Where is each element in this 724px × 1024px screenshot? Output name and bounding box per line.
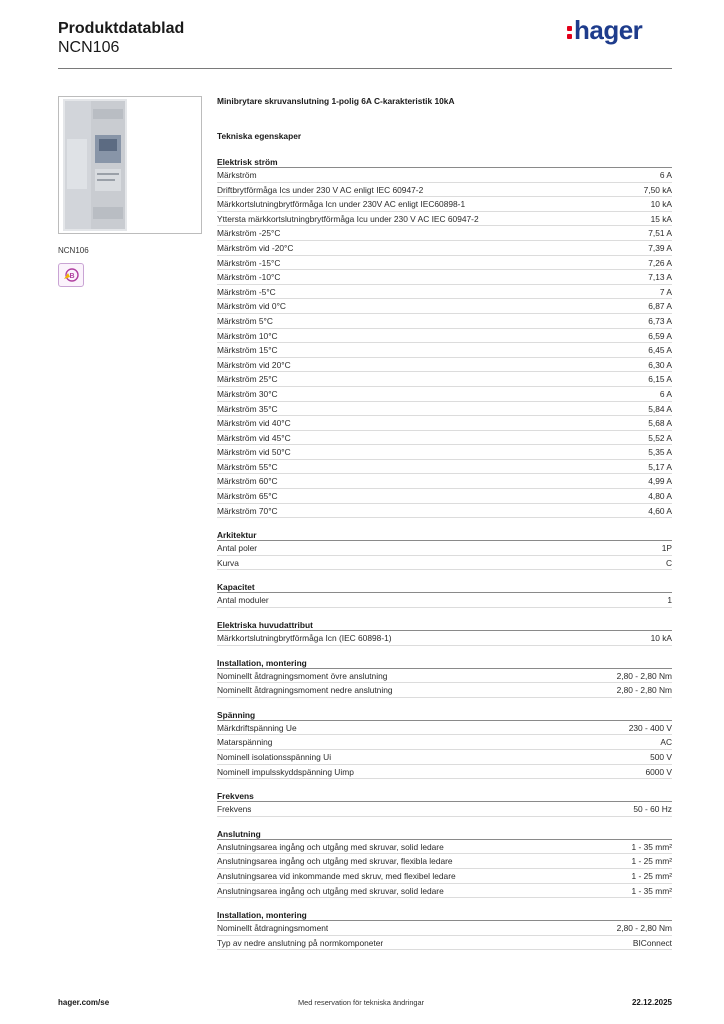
- spec-row: [217, 431, 672, 446]
- spec-row: [217, 750, 672, 765]
- spec-value: 6,30 A: [648, 359, 672, 370]
- spec-row: [217, 669, 672, 684]
- spec-value: 5,84 A: [648, 403, 672, 414]
- spec-row: [217, 241, 672, 256]
- spec-label: Matarspänning: [217, 737, 273, 748]
- spec-row: [217, 541, 672, 556]
- spec-row: [217, 884, 672, 899]
- spec-value: 2,80 - 2,80 Nm: [616, 685, 672, 696]
- spec-value: 7,50 kA: [643, 184, 672, 195]
- spec-value: 1 - 25 mm²: [631, 856, 672, 867]
- spec-row: [217, 270, 672, 285]
- spec-value: 5,52 A: [648, 432, 672, 443]
- product-specs: [217, 96, 672, 961]
- spec-row: [217, 854, 672, 869]
- spec-value: 4,99 A: [648, 476, 672, 487]
- spec-label: Anslutningsarea vid inkommande med skruv, med flexibel ledare: [217, 870, 456, 881]
- section-heading: Elektrisk ström: [217, 156, 672, 168]
- section-heading: Anslutning: [217, 828, 672, 840]
- spec-row: [217, 329, 672, 344]
- spec-row: [217, 765, 672, 780]
- spec-value: 2,80 - 2,80 Nm: [616, 923, 672, 934]
- spec-section: [217, 790, 672, 817]
- footer-date: 22.12.2025: [631, 998, 672, 1007]
- spec-value: BIConnect: [632, 937, 672, 948]
- spec-label: Märkström vid 45°C: [217, 432, 291, 443]
- spec-value: 5,17 A: [648, 461, 672, 472]
- spec-value: 5,35 A: [648, 447, 672, 458]
- logo-wordmark: hager: [574, 15, 643, 45]
- hager-logo: [567, 15, 657, 45]
- spec-row: [217, 212, 672, 227]
- spec-label: Driftbrytförmåga Ics under 230 V AC enligt IEC 60947-2: [217, 184, 424, 195]
- spec-label: Märkström vid -20°C: [217, 242, 294, 253]
- spec-row: [217, 683, 672, 698]
- spec-label: Märkdriftspänning Ue: [217, 722, 297, 733]
- product-image-frame: [58, 96, 202, 234]
- spec-section: [217, 828, 672, 898]
- spec-row: [217, 802, 672, 817]
- section-heading: Elektriska huvudattribut: [217, 619, 672, 631]
- spec-row: [217, 869, 672, 884]
- spec-value: 5,68 A: [648, 418, 672, 429]
- spec-value: 1 - 35 mm²: [631, 841, 672, 852]
- spec-row: [217, 593, 672, 608]
- spec-value: 7,51 A: [648, 228, 672, 239]
- spec-row: [217, 285, 672, 300]
- spec-value: 7 A: [659, 286, 672, 297]
- spec-value: 4,60 A: [648, 505, 672, 516]
- spec-value: 500 V: [650, 752, 672, 762]
- spec-label: Märkkortslutningbrytförmåga Icn under 230V AC enligt IEC60898-1: [217, 199, 466, 210]
- spec-label: Märkström -15°C: [217, 257, 281, 268]
- spec-section: [217, 619, 672, 646]
- spec-label: Anslutningsarea ingång och utgång med skruvar, solid ledare: [217, 841, 444, 852]
- spec-row: [217, 840, 672, 855]
- spec-label: Nominellt åtdragningsmoment övre anslutning: [217, 670, 388, 681]
- spec-row: [217, 343, 672, 358]
- spec-label: Märkström -25°C: [217, 228, 281, 239]
- section-heading: Kapacitet: [217, 581, 672, 593]
- spec-label: Märkström 65°C: [217, 491, 278, 502]
- spec-value: 1P: [661, 543, 672, 554]
- product-description: Minibrytare skruvanslutning 1-polig 6A C-karakteristik 10kA: [217, 96, 455, 106]
- spec-value: C: [665, 557, 672, 568]
- spec-label: Frekvens: [217, 804, 252, 815]
- spec-section: [217, 156, 672, 518]
- spec-sections: [217, 156, 672, 950]
- footer-website: hager.com/se: [58, 998, 110, 1007]
- spec-value: 6,45 A: [648, 345, 672, 356]
- spec-label: Märkkortslutningbrytförmåga Icn (IEC 60898-1): [217, 633, 392, 644]
- logo-dots: [567, 26, 572, 39]
- spec-value: 7,39 A: [648, 242, 672, 253]
- product-panel: [58, 96, 202, 287]
- spec-label: Märkström vid 0°C: [217, 301, 286, 312]
- section-heading: Arkitektur: [217, 529, 672, 541]
- spec-value: 6,73 A: [648, 315, 672, 326]
- eco-label-icon: [58, 263, 84, 287]
- header-divider: [58, 68, 672, 69]
- spec-label: Märkström -10°C: [217, 272, 281, 283]
- spec-row: [217, 504, 672, 519]
- spec-label: Märkström 25°C: [217, 374, 278, 385]
- section-heading: Spänning: [217, 709, 672, 721]
- spec-row: [217, 372, 672, 387]
- spec-label: Märkström 60°C: [217, 476, 278, 487]
- svg-text:B: B: [69, 273, 75, 280]
- spec-section: [217, 909, 672, 950]
- section-heading: Installation, montering: [217, 657, 672, 669]
- spec-value: 7,26 A: [648, 257, 672, 268]
- spec-row: [217, 556, 672, 571]
- circuit-breaker-image: [61, 99, 129, 231]
- spec-value: 4,80 A: [648, 491, 672, 502]
- spec-section: [217, 657, 672, 698]
- section-heading: Frekvens: [217, 790, 672, 802]
- spec-label: Märkström 5°C: [217, 315, 273, 326]
- spec-value: 1 - 35 mm²: [631, 885, 672, 896]
- spec-value: 6 A: [659, 170, 672, 180]
- spec-value: 6,15 A: [648, 374, 672, 385]
- spec-row: [217, 474, 672, 489]
- spec-label: Anslutningsarea ingång och utgång med skruvar, solid ledare: [217, 885, 444, 896]
- spec-label: Märkström vid 20°C: [217, 359, 291, 370]
- spec-label: Märkström 15°C: [217, 345, 278, 356]
- spec-row: [217, 735, 672, 750]
- spec-value: 10 kA: [650, 633, 672, 644]
- spec-row: [217, 256, 672, 271]
- spec-row: [217, 489, 672, 504]
- spec-value: 1: [667, 595, 672, 606]
- spec-label: Märkström 10°C: [217, 330, 278, 341]
- spec-row: [217, 416, 672, 431]
- spec-row: [217, 445, 672, 460]
- spec-value: 6000 V: [645, 766, 672, 777]
- section-heading: Installation, montering: [217, 909, 672, 921]
- spec-label: Märkström: [217, 170, 257, 180]
- spec-label: Antal moduler: [217, 595, 269, 606]
- spec-row: [217, 460, 672, 475]
- spec-section: [217, 709, 672, 779]
- spec-row: [217, 936, 672, 951]
- spec-value: 230 - 400 V: [628, 722, 672, 733]
- spec-row: [217, 387, 672, 402]
- product-image-caption: NCN106: [58, 246, 89, 255]
- spec-label: Märkström 70°C: [217, 505, 278, 516]
- spec-label: Märkström 30°C: [217, 388, 278, 399]
- spec-value: 10 kA: [650, 199, 672, 210]
- spec-value: 50 - 60 Hz: [633, 804, 672, 815]
- spec-label: Nominell isolationsspänning Ui: [217, 752, 332, 762]
- spec-label: Kurva: [217, 557, 239, 568]
- spec-value: 2,80 - 2,80 Nm: [616, 670, 672, 681]
- spec-section: [217, 529, 672, 570]
- technical-heading: Tekniska egenskaper: [217, 131, 302, 141]
- spec-value: 7,13 A: [648, 272, 672, 283]
- spec-value: 6 A: [659, 388, 672, 399]
- spec-label: Märkström 55°C: [217, 461, 278, 472]
- spec-value: 15 kA: [650, 213, 672, 224]
- spec-label: Typ av nedre anslutning på normkomponeter: [217, 937, 384, 948]
- spec-row: [217, 921, 672, 936]
- spec-label: Antal poler: [217, 543, 258, 554]
- spec-row: [217, 314, 672, 329]
- spec-row: [217, 183, 672, 198]
- spec-row: [217, 168, 672, 183]
- spec-label: Märkström vid 40°C: [217, 418, 291, 429]
- footer-disclaimer: Med reservation för tekniska ändringar: [298, 998, 425, 1007]
- product-code: NCN106: [58, 39, 120, 56]
- spec-row: [217, 631, 672, 646]
- spec-label: Anslutningsarea ingång och utgång med skruvar, flexibla ledare: [217, 856, 453, 867]
- spec-value: 6,87 A: [648, 301, 672, 312]
- spec-row: [217, 226, 672, 241]
- spec-row: [217, 197, 672, 212]
- spec-row: [217, 358, 672, 373]
- spec-value: 1 - 25 mm²: [631, 870, 672, 881]
- spec-row: [217, 402, 672, 417]
- spec-label: Nominellt åtdragningsmoment: [217, 923, 329, 934]
- spec-value: 6,59 A: [648, 330, 672, 341]
- spec-value: AC: [660, 737, 672, 748]
- spec-row: [217, 299, 672, 314]
- spec-label: Nominell impulsskyddspänning Uimp: [217, 766, 354, 777]
- spec-label: Märkström 35°C: [217, 403, 278, 414]
- spec-label: Märkström -5°C: [217, 286, 276, 297]
- spec-label: Nominellt åtdragningsmoment nedre anslutning: [217, 685, 393, 696]
- spec-section: [217, 581, 672, 608]
- spec-label: Yttersta märkkortslutningbrytförmåga Icu under 230 V AC IEC 60947-2: [217, 213, 479, 224]
- page-title: Produktdatablad: [58, 20, 185, 37]
- spec-row: [217, 721, 672, 736]
- spec-label: Märkström vid 50°C: [217, 447, 291, 458]
